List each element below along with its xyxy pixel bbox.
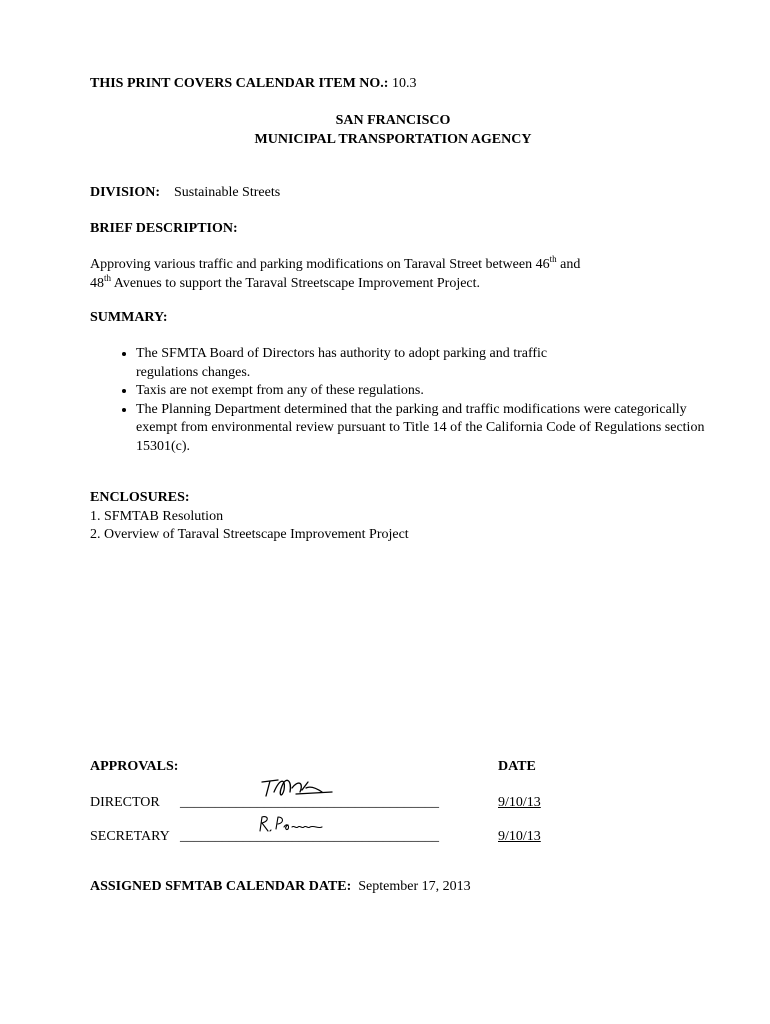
summary-bullet: • The Planning Department determined that the parking and traffic modifications were categorically exempt from environmental review pursuant to Title 14 of the California Code of Regulations section 15301(c). (136, 401, 726, 457)
brief-text-part2: and (556, 257, 581, 272)
brief-sup2: th (104, 272, 112, 283)
secretary-date: 9/10/13 (498, 829, 541, 844)
summary-bullet: • The SFMTA Board of Directors has authority to adopt parking and traffic regulations changes. (136, 345, 566, 382)
enclosure-item: 1. SFMTAB Resolution (90, 509, 224, 524)
brief-description-text (90, 256, 580, 293)
director-date: 9/10/13 (498, 795, 541, 810)
enclosure-item: 2. Overview of Taraval Streetscape Improvement Project (90, 527, 409, 542)
org-name-line1: SAN FRANCISCO (335, 113, 451, 128)
org-name-line2: MUNICIPAL TRANSPORTATION AGENCY (254, 132, 532, 147)
brief-text-part3: 48 (90, 275, 104, 291)
director-signature-line: _____________________________________ (180, 795, 439, 810)
secretary-label: SECRETARY (90, 829, 170, 844)
director-label: DIRECTOR (90, 795, 160, 810)
assigned-date-label: ASSIGNED SFMTAB CALENDAR DATE: (90, 879, 352, 894)
brief-text-part1: Approving various traffic and parking modifications on Taraval Street between 46 (90, 257, 550, 272)
assigned-date-value: September 17, 2013 (358, 879, 471, 894)
summary-heading: SUMMARY: (90, 310, 168, 325)
enclosures-heading: ENCLOSURES: (90, 490, 190, 505)
brief-text-part4: Avenues to support the Taraval Streetscape Improvement Project. (111, 275, 481, 291)
summary-bullet: • Taxis are not exempt from any of these regulations. (136, 382, 726, 401)
calendar-item-line (90, 76, 416, 92)
summary-list (112, 345, 726, 456)
division-label: DIVISION: (90, 185, 161, 200)
approvals-heading: APPROVALS: (90, 759, 179, 774)
secretary-signature-line: _____________________________________ (180, 829, 439, 844)
secretary-signature (254, 813, 328, 837)
brief-sup1: th (549, 254, 557, 264)
assigned-date-line (90, 879, 471, 895)
director-signature (256, 772, 336, 804)
division-value: Sustainable Streets (174, 185, 281, 200)
date-heading: DATE (498, 759, 536, 774)
division-line (90, 185, 280, 201)
calendar-item-label: THIS PRINT COVERS CALENDAR ITEM NO.: (90, 76, 389, 91)
brief-description-heading: BRIEF DESCRIPTION: (90, 221, 238, 236)
calendar-item-number: 10.3 (391, 76, 417, 91)
